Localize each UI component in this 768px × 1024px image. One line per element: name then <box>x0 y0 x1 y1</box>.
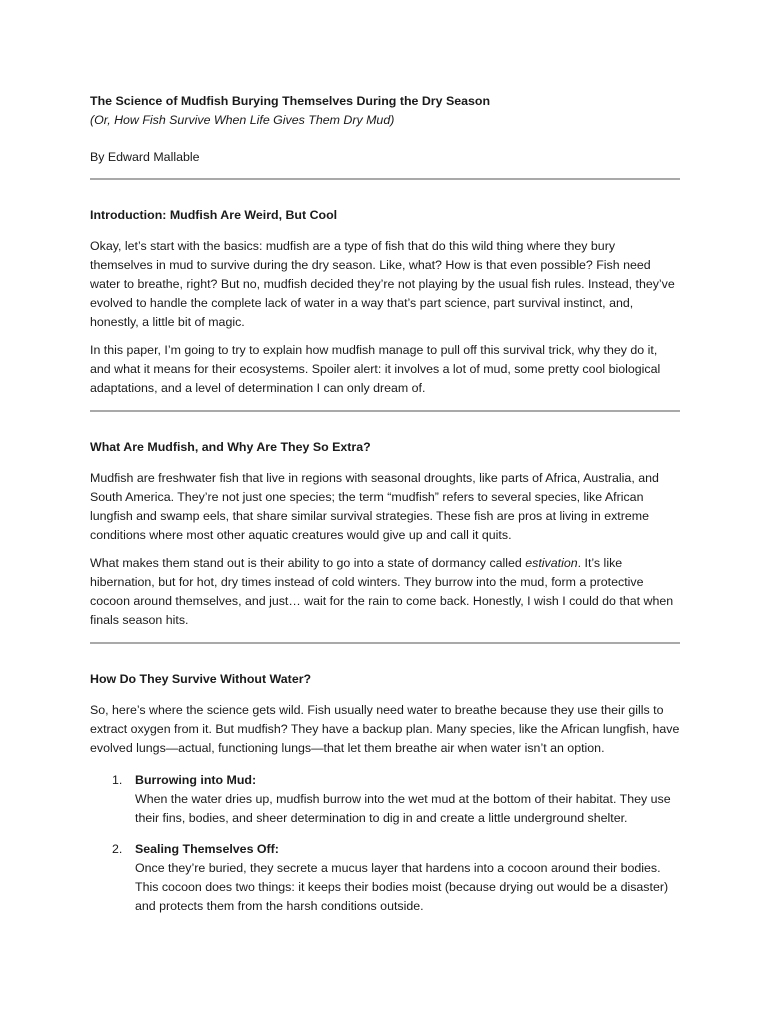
section-divider <box>90 178 680 180</box>
list-item-title: Burrowing into Mud: <box>135 773 257 787</box>
list-item <box>90 771 680 828</box>
what-paragraph-1: Mudfish are freshwater fish that live in regions with seasonal droughts, like parts of Africa, Australia, and South America. They’re not just one species; the term “mudfish” refers to several species, like African lungfish and swamp eels, that share similar survival strategies. These fish are pros at living in extreme conditions where most other aquatic creatures would give up and call it quits. <box>90 471 659 542</box>
intro-paragraph-1: Okay, let’s start with the basics: mudfish are a type of fish that do this wild thing where they bury themselves in mud to survive during the dry season. Like, what? How is that even possible? Fish need water to breathe, right? But no, mudfish decided they’re not playing by the usual fish rules. Instead, they’ve evolved to handle the complete lack of water in a way that’s part science, part survival instinct, and, honestly, a little bit of magic. <box>90 239 675 329</box>
list-item-number: 2. <box>112 842 123 856</box>
document-subtitle: (Or, How Fish Survive When Life Gives Them Dry Mud) <box>90 113 395 127</box>
list-item-number: 1. <box>112 773 123 787</box>
how-paragraph-1: So, here’s where the science gets wild. Fish usually need water to breathe because they use their gills to extract oxygen from it. But mudfish? They have a backup plan. Many species, like the African lungfish, have evolved lungs—actual, functioning lungs—that let them breathe air when water isn’t an option. <box>90 703 680 755</box>
section-heading-what-are-mudfish: What Are Mudfish, and Why Are They So Extra? <box>90 440 371 454</box>
intro-paragraph-2: In this paper, I’m going to try to explain how mudfish manage to pull off this survival trick, why they do it, and what it means for their ecosystems. Spoiler alert: it involves a lot of mud, some pretty cool biological adaptations, and a level of determination I can only dream of. <box>90 343 661 395</box>
document-title: The Science of Mudfish Burying Themselves During the Dry Season <box>90 94 491 108</box>
list-item-text: Once they’re buried, they secrete a mucus layer that hardens into a cocoon around their bodies. This cocoon does two things: it keeps their bodies moist (because drying out would be a disaster) and protects them from the harsh conditions outside. <box>135 861 669 913</box>
document-page <box>90 92 680 928</box>
list-item <box>90 840 680 916</box>
list-item-title: Sealing Themselves Off: <box>135 842 279 856</box>
what-paragraph-2 <box>90 554 680 630</box>
author-byline: By Edward Mallable <box>90 150 200 164</box>
what-paragraph-2-part-1: What makes them stand out is their ability to go into a state of dormancy called <box>90 556 526 570</box>
section-divider <box>90 642 680 644</box>
section-heading-how-do-they-survive: How Do They Survive Without Water? <box>90 672 312 686</box>
section-divider <box>90 410 680 412</box>
estivation-term: estivation <box>525 556 578 570</box>
section-heading-introduction: Introduction: Mudfish Are Weird, But Cool <box>90 208 338 222</box>
what-paragraph-2-part-2: . It’s like hibernation, but for hot, dry times instead of cold winters. They burrow into the mud, form a protective cocoon around themselves, and just… wait for the rain to come back. Honestly, I wish I could do that when finals season hits. <box>90 556 674 627</box>
list-item-text: When the water dries up, mudfish burrow into the wet mud at the bottom of their habitat. They use their fins, bodies, and sheer determination to dig in and create a little underground shelter. <box>135 792 671 825</box>
survival-steps-list <box>90 771 680 916</box>
